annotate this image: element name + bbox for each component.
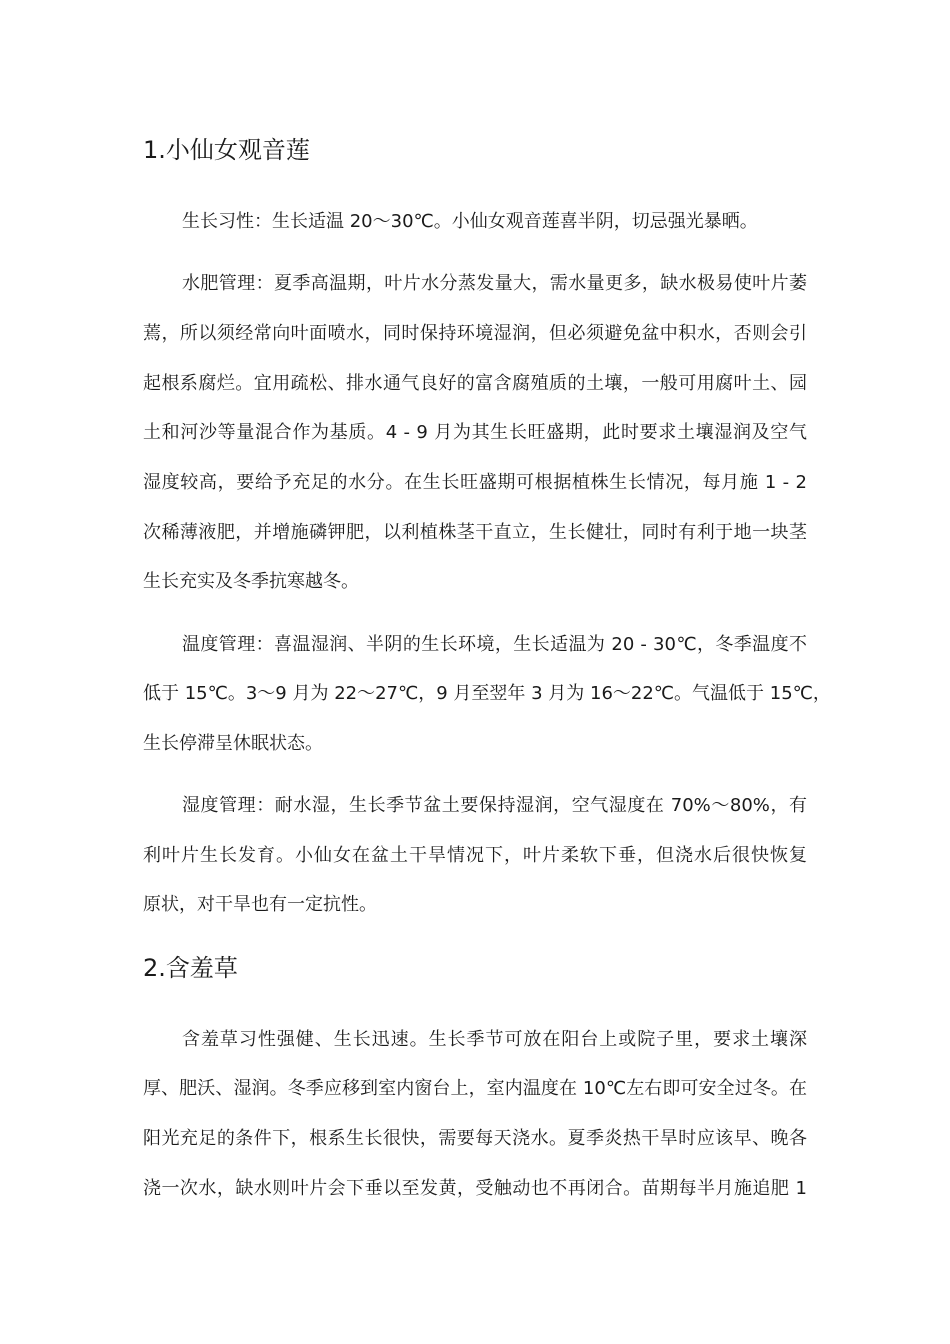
- paragraph-line: 利叶片生长发育。小仙女在盆土干旱情况下，叶片柔软下垂，但浇水后很快恢复: [143, 844, 807, 866]
- paragraph-water-fertilizer: [143, 259, 807, 607]
- paragraph-line: 低于 15℃。3～9 月为 22～27℃，9 月至翌年 3 月为 16～22℃。气温低于 15℃，: [143, 683, 831, 705]
- paragraph-line: 次稀薄液肥，并增施磷钾肥，以利植株茎干直立，生长健壮，同时有利于地一块茎: [143, 521, 807, 543]
- paragraph-line: 原状，对干旱也有一定抗性。: [143, 894, 377, 916]
- paragraph-line: 水肥管理：夏季高温期，叶片水分蒸发量大，需水量更多，缺水极易使叶片萎: [182, 273, 807, 295]
- paragraph-line: 厚、肥沃、湿润。冬季应移到室内窗台上，室内温度在 10℃左右即可安全过冬。在: [143, 1078, 807, 1100]
- paragraph-temperature: [143, 620, 831, 769]
- section-heading-guanyinlian: 1.小仙女观音莲: [143, 136, 310, 164]
- paragraph-line: 土和河沙等量混合作为基质。4 - 9 月为其生长旺盛期，此时要求土壤湿润及空气: [143, 422, 807, 444]
- paragraph-line: 蔫，所以须经常向叶面喷水，同时保持环境湿润，但必须避免盆中积水，否则会引: [143, 322, 807, 344]
- paragraph-line: 湿度管理：耐水湿，生长季节盆土要保持湿润，空气湿度在 70%～80%，有: [182, 795, 807, 817]
- paragraph-line: 含羞草习性强健、生长迅速。生长季节可放在阳台上或院子里，要求土壤深: [182, 1028, 807, 1050]
- paragraph-growth-habit: [143, 197, 807, 247]
- section-heading-mimosa: 2.含羞草: [143, 953, 238, 982]
- paragraph-line: 浇一次水，缺水则叶片会下垂以至发黄，受触动也不再闭合。苗期每半月施追肥 1: [143, 1177, 807, 1199]
- document-body: [143, 125, 831, 1226]
- paragraph-line: 温度管理：喜温湿润、半阴的生长环境，生长适温为 20 - 30℃，冬季温度不: [182, 633, 807, 655]
- paragraph-line: 生长充实及冬季抗寒越冬。: [143, 571, 359, 593]
- paragraph-line: 湿度较高，要给予充足的水分。在生长旺盛期可根据植株生长情况，每月施 1 - 2: [143, 471, 807, 493]
- paragraph-line: 生长习性：生长适温 20～30℃。小仙女观音莲喜半阴，切忌强光暴晒。: [182, 211, 758, 232]
- paragraph-line: 生长停滞呈休眠状态。: [143, 732, 323, 754]
- paragraph-humidity: [143, 781, 807, 930]
- paragraph-line: 阳光充足的条件下，根系生长很快，需要每天浇水。夏季炎热干旱时应该早、晚各: [143, 1128, 807, 1149]
- paragraph-line: 起根系腐烂。宜用疏松、排水通气良好的富含腐殖质的土壤，一般可用腐叶土、园: [143, 372, 807, 394]
- paragraph-mimosa-care: [143, 1015, 807, 1214]
